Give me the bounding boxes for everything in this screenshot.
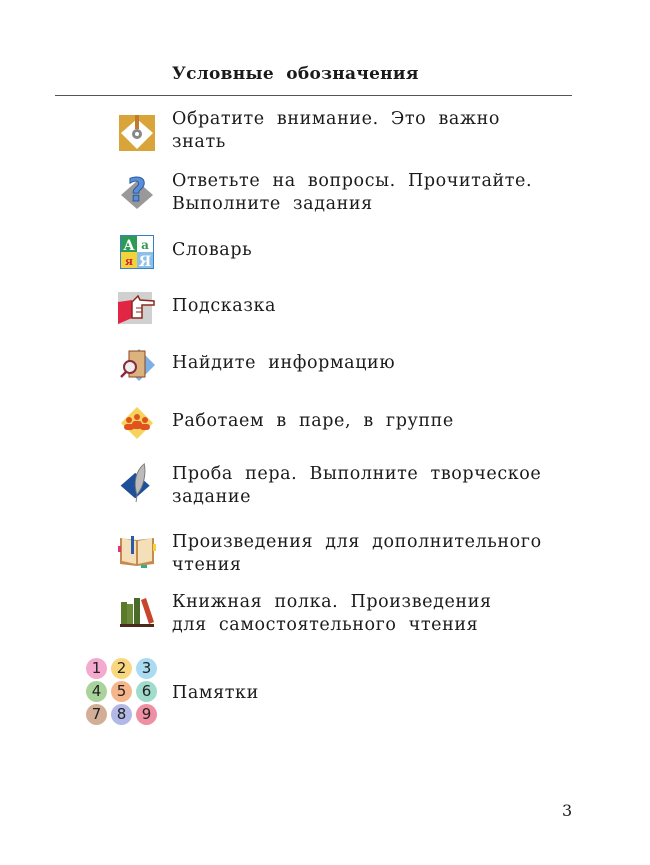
legend-item (172, 410, 454, 433)
legend-item (172, 170, 532, 215)
number-circle: 6 (136, 681, 157, 702)
number-circle: 1 (86, 658, 107, 679)
number-circle: 8 (111, 704, 132, 725)
legend-item-text: чтения (172, 554, 242, 575)
open-book-icon (117, 530, 157, 570)
legend-item-text: знать (172, 131, 226, 152)
legend-item (172, 463, 541, 508)
number-circle: 9 (136, 704, 157, 725)
page-title: Условные обозначения (172, 64, 419, 84)
legend-item (172, 108, 500, 153)
legend-item (172, 295, 276, 318)
legend-item-text: Книжная полка. Произведения (172, 592, 492, 612)
legend-item-text: Произведения для дополнительного (172, 532, 542, 552)
legend-item-text: Подсказка (172, 296, 277, 316)
number-circle: 5 (111, 681, 132, 702)
svg-text:Я: Я (138, 254, 152, 270)
legend-item (172, 352, 395, 375)
legend-item-text: Проба пера. Выполните творческое (172, 464, 542, 484)
legend-item-text: Выполните задания (172, 193, 373, 214)
question-icon (117, 171, 157, 211)
attention-icon (117, 113, 157, 153)
legend-item-text: задание (172, 486, 252, 507)
quill-icon (117, 462, 157, 502)
legend-item-text: для самостоятельного чтения (172, 614, 479, 635)
svg-text:?: ? (127, 171, 147, 209)
legend-item (172, 682, 259, 705)
bookshelf-icon (117, 590, 157, 630)
legend-item-text: Обратите внимание. Это важно (172, 109, 501, 129)
legend-item (172, 239, 252, 262)
magnifier-book-icon (117, 345, 157, 385)
pointing-hand-icon (116, 288, 156, 328)
group-icon (117, 403, 157, 443)
legend-item (172, 591, 492, 636)
legend-item-text: Ответьте на вопросы. Прочитайте. (172, 171, 533, 191)
number-circle: 7 (86, 704, 107, 725)
svg-text:я: я (124, 255, 134, 268)
divider (55, 95, 572, 96)
legend-item-text: Работаем в паре, в группе (172, 411, 454, 431)
number-circle: 4 (86, 681, 107, 702)
legend-item (172, 531, 542, 576)
page-number: 3 (562, 801, 573, 820)
svg-text:А: А (123, 238, 135, 254)
legend-item-text: Найдите информацию (172, 353, 396, 373)
legend-item-text: Словарь (172, 240, 253, 260)
legend-item-text: Памятки (172, 683, 259, 703)
svg-text:а: а (141, 238, 149, 252)
numbers-icon (86, 658, 158, 725)
dictionary-icon (117, 232, 157, 272)
number-circle: 3 (136, 658, 157, 679)
number-circle: 2 (111, 658, 132, 679)
